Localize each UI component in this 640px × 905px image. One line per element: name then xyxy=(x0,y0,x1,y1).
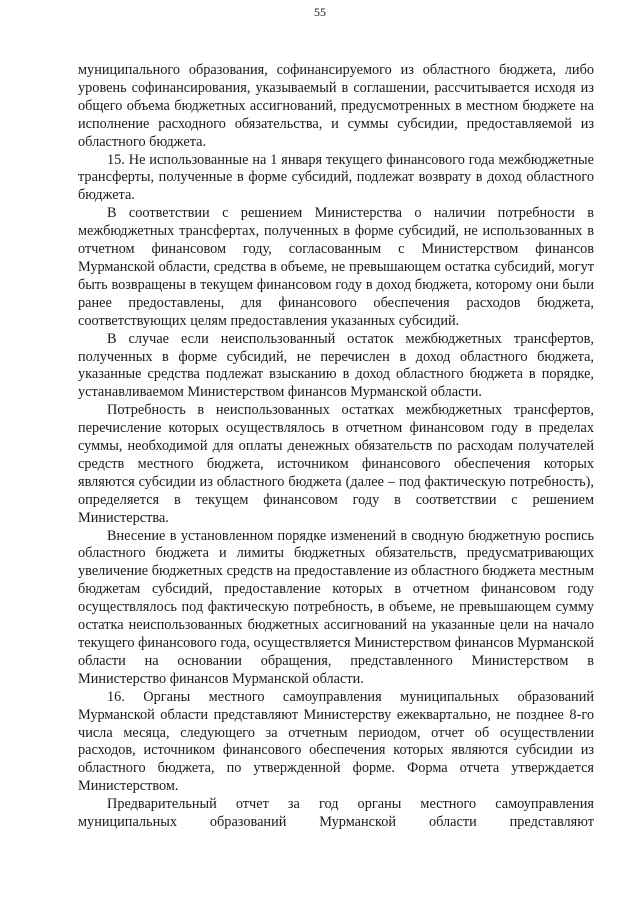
paragraph-ministry-decision: В соответствии с решением Министерства о наличии потребности в межбюджетных трансфертах, полученных в форме субсидий, не использованных в отчетном финансовом году, согласованным с Министерством финансов Мурманской области, средства в объеме, не превышающем остатка субсидий, могут быть возвращены в текущем финансовом году в доход бюджета, которому они были ранее предоставлены, для финансового обеспечения расходов бюджета, соответствующих целям предоставления указанных субсидий. xyxy=(78,205,594,329)
paragraph-preliminary-report: Предварительный отчет за год органы местного самоуправления муниципальных образований Мурманской области представляют xyxy=(78,796,594,831)
document-body xyxy=(78,62,594,832)
paragraph-section-15: 15. Не использованные на 1 января текущего финансового года межбюджетные трансферты, полученные в форме субсидий, подлежат возврату в доход областного бюджета. xyxy=(78,151,594,204)
paragraph-unused-balance: В случае если неиспользованный остаток межбюджетных трансфертов, полученных в форме субсидий, не перечислен в доход областного бюджета, указанные средства подлежат взысканию в доход областного бюджета в порядке, устанавливаемом Министерством финансов Мурманской области. xyxy=(78,330,594,401)
paragraph-cofinancing-level: муниципального образования, софинансируемого из областного бюджета, либо уровень софинансирования, указываемый в соглашении, рассчитывается исходя из общего объема бюджетных ассигнований, предусмотренных в местном бюджете на исполнение расходного обязательства, и суммы субсидии, предоставляемой из областного бюджета. xyxy=(78,62,594,150)
page-number: 55 xyxy=(314,5,326,19)
paragraph-actual-need: Потребность в неиспользованных остатках межбюджетных трансфертов, перечисление которых осуществлялось в отчетном финансовом году в пределах суммы, необходимой для оплаты денежных обязательств по расходам получателей средств местного бюджета, источником финансового обеспечения которых являются субсидии из областного бюджета (далее – под фактическую потребность), определяется в текущем финансовом году в соответствии с решением Министерства. xyxy=(78,402,594,526)
paragraph-section-16: 16. Органы местного самоуправления муниципальных образований Мурманской области представляют Министерству ежеквартально, не позднее 8-го числа месяца, следующего за отчетным периодом, отчет об осуществлении расходов, источником финансового обеспечения которых являются субсидии из областного бюджета, по утвержденной форме. Форма отчета утверждается Министерством. xyxy=(78,688,594,795)
paragraph-budget-changes: Внесение в установленном порядке изменений в сводную бюджетную роспись областного бюджета и лимиты бюджетных обязательств, предусматривающих увеличение бюджетных средств на предоставление из областного бюджета местным бюджетам субсидий, предоставление которых в отчетном финансовом году осуществлялось под фактическую потребность, в объеме, не превышающем сумму остатка неиспользованных бюджетных ассигнований на указанные цели на начало текущего финансового года, осуществляется Министерством финансов Мурманской области на основании обращения, представленного Министерством в Министерство финансов Мурманской области. xyxy=(78,527,594,687)
